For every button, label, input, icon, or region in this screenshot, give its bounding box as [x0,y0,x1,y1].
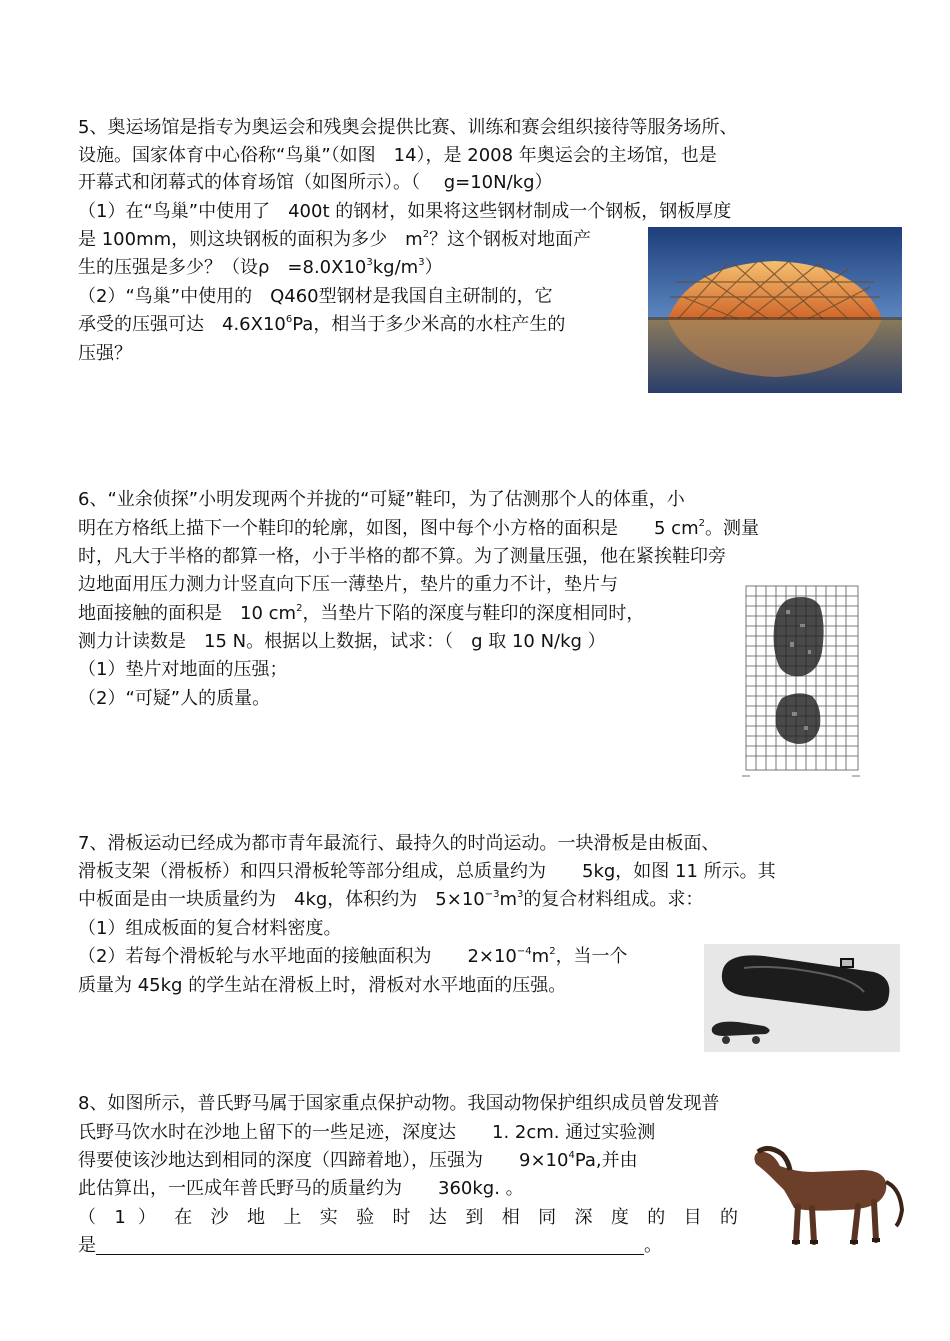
q7-line-5: （2）若每个滑板轮与水平地面的接触面积为 $2\times 10^{-4}m^2$，当一个 [78,946,628,967]
q8-line-2: 氏野马饮水时在沙地上留下的一些足迹，深度达 1. 2cm. 通过实验测 [78,1122,656,1143]
q8-line-4: 此估算出，一匹成年普氏野马的质量约为 360kg. 。 [78,1178,524,1199]
q6-line-3: 时，凡大于半格的都算一格，小于半格的都不算。为了测量压强，他在紧挨鞋印旁 [78,546,726,567]
q5-line-8: 承受的压强可达 $4.6X10^6Pa$，相当于多少米高的水柱产生的 [78,314,566,335]
q6-line-7: （1）垫片对地面的压强； [78,659,288,680]
q5-line-5: 是 100mm，则这块钢板的面积为多少 $m^2$？这个钢板对地面产 [78,229,592,250]
q5-line-3: 开幕式和闭幕式的体育场馆（如图所示）。（ g=10N/kg） [78,172,553,193]
q6-line-4: 边地面用压力测力计竖直向下压一薄垫片，垫片的重力不计，垫片与 [78,574,618,595]
q5-line-1: 5、奥运场馆是指专为奥运会和残奥会提供比赛、训练和赛会组织接待等服务场所、 [78,117,738,138]
q8-line-3: 得要使该沙地达到相同的深度（四蹄着地），压强为 $9\times 10^4Pa$,并由 [78,1150,638,1171]
answer-blank [96,1236,644,1255]
horse-photo [750,1130,910,1252]
q6-line-1: 6、“业余侦探”小明发现两个并拢的“可疑”鞋印，为了估测那个人的体重，小 [78,489,685,510]
skateboard-photo [704,944,900,1052]
q5-line-9: 压强？ [78,343,132,364]
q7-line-3: 中板面是由一块质量约为 4kg，体积约为 $5\times 10^{-3}m^3$的复合材料组成。求： [78,889,704,910]
q5-line-7: （2）“鸟巢”中使用的 Q460型钢材是我国自主研制的，它 [78,286,553,307]
shoeprint-grid-figure [740,580,862,780]
q8-line-6: 是 。 [78,1235,662,1256]
q5-line-4: （1）在“鸟巢”中使用了 400t 的钢材，如果将这些钢材制成一个钢板，钢板厚度 [78,201,732,222]
q7-line-4: （1）组成板面的复合材料密度。 [78,918,342,939]
birds-nest-photo [648,227,902,393]
q6-line-2: 明在方格纸上描下一个鞋印的轮廓，如图，图中每个小方格的面积是 5 $cm^2$。测量 [78,518,759,539]
q8-line-5: （ 1 ） 在 沙 地 上 实 验 时 达 到 相 同 深 度 的 目 的 [78,1207,738,1228]
q6-line-5: 地面接触的面积是 10 $cm^2$，当垫片下陷的深度与鞋印的深度相同时， [78,603,645,624]
q5-line-2: 设施。国家体育中心俗称“鸟巢”（如图 14），是 2008 年奥运会的主场馆，也是 [78,145,717,166]
q7-line-2: 滑板支架（滑板桥）和四只滑板轮等部分组成，总质量约为 5kg，如图 11 所示。其 [78,861,776,882]
q6-line-6: 测力计读数是 15 N。根据以上数据，试求：（ g 取 10 N/kg ） [78,631,606,652]
q7-line-6: 质量为 45kg 的学生站在滑板上时，滑板对水平地面的压强。 [78,975,567,996]
q5-line-6: 生的压强是多少？（设ρ $=8.0X10^3kg/m^3$） [78,257,443,278]
q7-line-1: 7、滑板运动已经成为都市青年最流行、最持久的时尚运动。一块滑板是由板面、 [78,833,720,854]
q6-line-8: （2）“可疑”人的质量。 [78,688,271,709]
q8-line-1: 8、如图所示，普氏野马属于国家重点保护动物。我国动物保护组织成员曾发现普 [78,1093,720,1114]
